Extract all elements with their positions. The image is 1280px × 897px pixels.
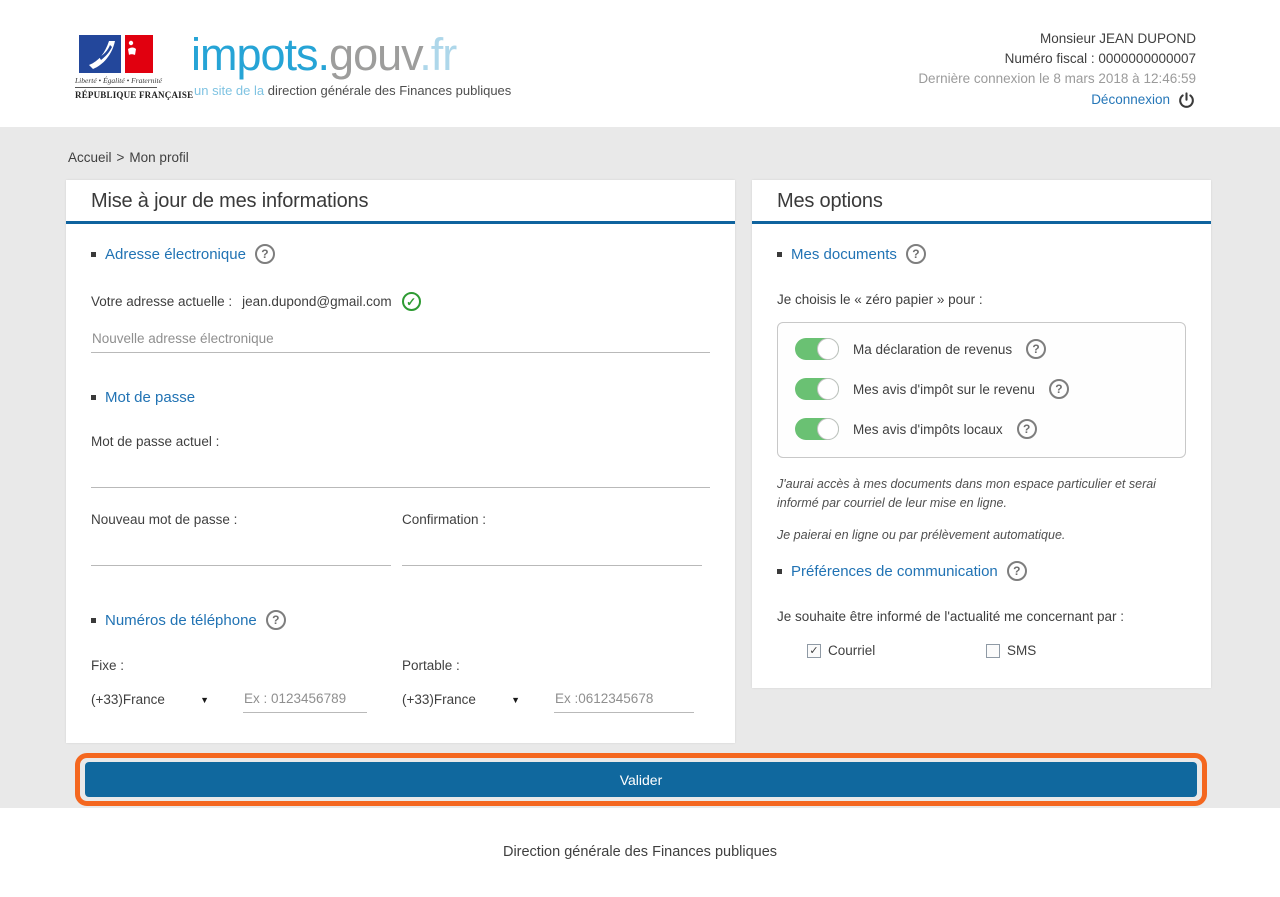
new-password-col: [91, 512, 402, 566]
mobile-phone-input[interactable]: [554, 685, 694, 713]
paperless-toggles-box: [777, 322, 1186, 458]
logo-republic-name: RÉPUBLIQUE FRANÇAISE: [75, 87, 157, 100]
chevron-down-icon: ▼: [511, 694, 520, 705]
mobile-country-select[interactable]: [402, 692, 520, 713]
toggle-label: Mes avis d'impôts locaux: [853, 421, 1003, 437]
site-header: [0, 0, 1280, 127]
update-info-title: Mise à jour de mes informations: [66, 180, 735, 224]
last-connection: Dernière connexion le 8 mars 2018 à 12:46:59: [918, 71, 1196, 86]
sms-checkbox-unchecked[interactable]: [986, 644, 1000, 658]
republique-francaise-logo: [75, 35, 194, 100]
square-bullet-icon: [777, 252, 782, 257]
mobile-phone-col: [402, 658, 710, 713]
new-password-label: Nouveau mot de passe :: [91, 512, 238, 527]
mobile-country-value: (+33)France: [402, 692, 476, 707]
sms-label: SMS: [1007, 643, 1037, 659]
brand-fr: .fr: [419, 29, 457, 80]
breadcrumb: [68, 150, 1280, 165]
new-password-input[interactable]: [91, 535, 391, 566]
documents-note-2: Je paierai en ligne ou par prélèvement automatique.: [777, 527, 1066, 542]
toggle-label: Ma déclaration de revenus: [853, 341, 1013, 357]
user-name: Monsieur JEAN DUPOND: [1039, 31, 1196, 46]
options-title: Mes options: [752, 180, 1211, 224]
validate-highlight-box: [75, 753, 1207, 806]
french-flag-icon: [79, 35, 153, 73]
toggle-switch-on[interactable]: [795, 378, 839, 400]
new-password-row: [91, 512, 710, 566]
update-info-panel: [66, 180, 735, 743]
confirm-password-input[interactable]: [402, 535, 702, 566]
new-email-input[interactable]: [91, 325, 710, 353]
square-bullet-icon: [91, 395, 96, 400]
zero-paper-intro: Je choisis le « zéro papier » pour :: [777, 292, 983, 307]
user-info-block: [918, 29, 1196, 110]
help-icon[interactable]: ?: [1026, 339, 1046, 359]
fixed-phone-label: Fixe :: [91, 658, 125, 673]
courriel-checkbox-checked[interactable]: ✓: [807, 644, 821, 658]
help-icon[interactable]: ?: [255, 244, 275, 264]
help-icon[interactable]: ?: [1017, 419, 1037, 439]
breadcrumb-separator: >: [116, 150, 125, 165]
courriel-option: [807, 643, 986, 658]
help-icon[interactable]: ?: [1007, 561, 1027, 581]
brand-gouv: gouv: [329, 29, 420, 80]
help-icon[interactable]: ?: [266, 610, 286, 630]
fixed-phone-controls: [91, 685, 402, 713]
fixed-phone-input[interactable]: [243, 685, 367, 713]
brand-tagline: [194, 83, 511, 98]
toggle-row-declaration: [795, 338, 1168, 360]
fixed-phone-col: [91, 658, 402, 713]
toggle-switch-on[interactable]: [795, 418, 839, 440]
confirm-password-label: Confirmation :: [402, 512, 487, 527]
toggle-label: Mes avis d'impôt sur le revenu: [853, 381, 1035, 397]
logout-row: [918, 90, 1196, 110]
site-footer: [0, 808, 1280, 897]
help-icon[interactable]: ?: [1049, 379, 1069, 399]
current-email-value: jean.dupond@gmail.com: [242, 294, 392, 309]
validate-button[interactable]: Valider: [85, 762, 1197, 797]
fixed-country-select[interactable]: [91, 692, 209, 713]
current-password-input[interactable]: [91, 457, 710, 488]
square-bullet-icon: [91, 252, 96, 257]
brand-wordmark: [191, 29, 511, 81]
power-icon[interactable]: [1177, 91, 1196, 110]
documents-section-title: Mes documents: [791, 245, 897, 263]
phone-section-title: Numéros de téléphone: [105, 611, 257, 629]
documents-section-heading: [777, 244, 1186, 264]
panels-row: [66, 180, 1212, 743]
square-bullet-icon: [777, 569, 782, 574]
email-section-heading: [91, 244, 710, 264]
site-logo[interactable]: [75, 29, 512, 100]
sms-option: [986, 643, 1036, 658]
email-section-title: Adresse électronique: [105, 245, 246, 263]
communication-options-row: [777, 643, 1186, 658]
mobile-phone-label: Portable :: [402, 658, 460, 673]
square-bullet-icon: [91, 618, 96, 623]
footer-text: Direction générale des Finances publiques: [502, 844, 778, 860]
current-password-label: Mot de passe actuel :: [91, 434, 220, 449]
toggle-knob: [817, 338, 839, 360]
toggle-knob: [817, 378, 839, 400]
fiscal-number-label: Numéro fiscal :: [1004, 51, 1095, 66]
toggle-switch-on[interactable]: [795, 338, 839, 360]
password-section-title: Mot de passe: [105, 389, 196, 406]
breadcrumb-current: Mon profil: [129, 150, 189, 165]
main-content: [0, 127, 1280, 808]
tagline-prefix: un site de la: [194, 83, 265, 98]
help-icon[interactable]: ?: [906, 244, 926, 264]
phone-row: [91, 658, 710, 713]
email-verified-check-icon: ✓: [402, 292, 421, 311]
communication-section-heading: [777, 561, 1186, 581]
communication-intro: Je souhaite être informé de l'actualité me concernant par :: [777, 609, 1125, 625]
breadcrumb-home[interactable]: Accueil: [68, 150, 112, 165]
chevron-down-icon: ▼: [200, 694, 209, 705]
password-section-heading: [91, 389, 710, 406]
options-body: [752, 244, 1211, 688]
current-email-line: [91, 292, 710, 311]
update-info-body: [66, 244, 735, 743]
communication-section-title: Préférences de communication: [791, 562, 998, 580]
options-panel: [752, 180, 1211, 688]
toggle-row-avis-revenu: [795, 378, 1168, 400]
impots-gouv-brand: [191, 29, 511, 98]
toggle-knob: [817, 418, 839, 440]
brand-impots: impots.: [191, 29, 330, 80]
courriel-label: Courriel: [828, 643, 876, 659]
documents-note-1: J'aurai accès à mes documents dans mon espace particulier et serai informé par courriel de leur mise en ligne.: [777, 477, 1156, 511]
phone-section-heading: [91, 610, 710, 630]
toggle-row-impots-locaux: [795, 418, 1168, 440]
logo-motto: Liberté • Égalité • Fraternité: [75, 76, 162, 85]
fiscal-number-value: 0000000000007: [1098, 51, 1196, 66]
mobile-phone-controls: [402, 685, 710, 713]
tagline-rest: direction générale des Finances publiques: [267, 83, 512, 98]
fiscal-number-line: [918, 49, 1196, 69]
fixed-country-value: (+33)France: [91, 692, 165, 707]
current-email-label: Votre adresse actuelle :: [91, 294, 233, 309]
logout-link[interactable]: Déconnexion: [1091, 92, 1170, 107]
confirm-password-col: [402, 512, 710, 566]
